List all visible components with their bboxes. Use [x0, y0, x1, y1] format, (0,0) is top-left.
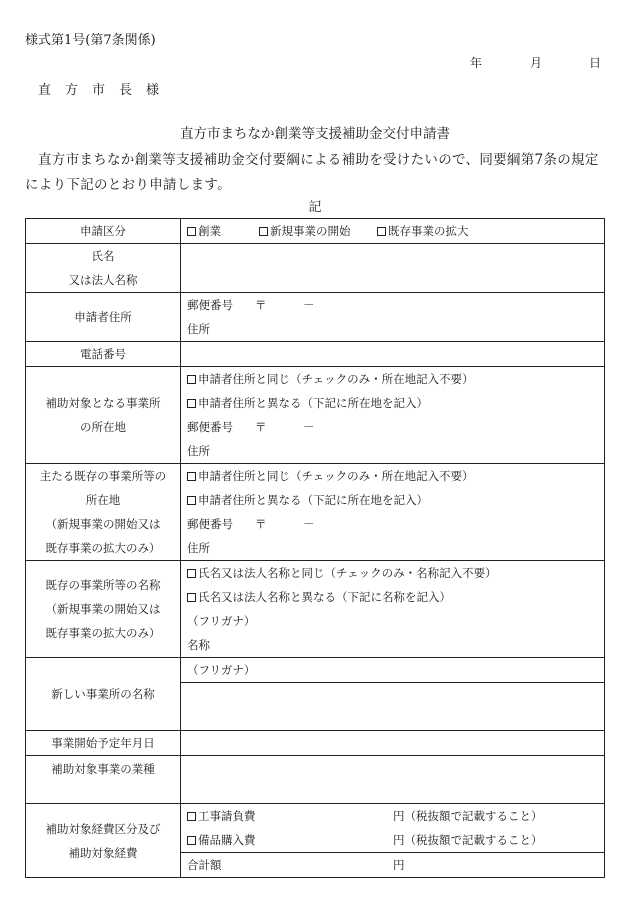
- address-field[interactable]: 郵便番号 〒 － 住所: [181, 293, 605, 342]
- row-expenses: [26, 804, 605, 853]
- checkbox-icon[interactable]: [187, 569, 196, 578]
- start-date-label: 事業開始予定年月日: [26, 731, 181, 756]
- body-text: 直方市まちなか創業等支援補助金交付要綱による補助を受けたいので、同要綱第7条の規定により下記のとおり申請します。: [25, 152, 599, 193]
- row-phone: [26, 342, 605, 367]
- new-name-field[interactable]: [181, 683, 605, 731]
- checkbox-icon[interactable]: [187, 593, 196, 602]
- option-new-business[interactable]: 新規事業の開始: [259, 219, 377, 243]
- row-application-type: [26, 219, 605, 244]
- option-different-name[interactable]: 氏名又は法人名称と異なる（下記に名称を記入）: [187, 585, 604, 609]
- expenses-items[interactable]: 工事請負費 円（税抜額で記載すること） 備品購入費 円（税抜額で記載すること）: [181, 804, 605, 853]
- option-same-name[interactable]: 氏名又は法人名称と同じ（チェックのみ・名称記入不要）: [187, 561, 604, 585]
- business-type-field[interactable]: [181, 756, 605, 804]
- phone-field[interactable]: [181, 342, 605, 367]
- application-type-label: 申請区分: [26, 219, 181, 244]
- row-new-name-furigana: [26, 658, 605, 683]
- existing-name-field[interactable]: 氏名又は法人名称と同じ（チェックのみ・名称記入不要） 氏名又は法人名称と異なる（下記に名称を記入） （フリガナ） 名称: [181, 561, 605, 658]
- target-location-label: 補助対象となる事業所 の所在地: [26, 367, 181, 464]
- row-name: [26, 244, 605, 293]
- existing-location-field[interactable]: 申請者住所と同じ（チェックのみ・所在地記入不要） 申請者住所と異なる（下記に所在地を記入） 郵便番号 〒 － 住所: [181, 464, 605, 561]
- form-number: 様式第1号(第7条関係): [25, 33, 156, 48]
- checkbox-icon[interactable]: [187, 399, 196, 408]
- ki-heading: 記: [308, 200, 322, 215]
- row-start-date: [26, 731, 605, 756]
- option-same-address[interactable]: 申請者住所と同じ（チェックのみ・所在地記入不要）: [187, 367, 604, 391]
- name-field[interactable]: [181, 244, 605, 293]
- checkbox-icon[interactable]: [187, 496, 196, 505]
- new-name-furigana-field[interactable]: （フリガナ）: [181, 658, 605, 683]
- phone-label: 電話番号: [26, 342, 181, 367]
- row-business-type: [26, 756, 605, 804]
- start-date-field[interactable]: [181, 731, 605, 756]
- row-existing-name: [26, 561, 605, 658]
- expense-equipment[interactable]: 備品購入費: [187, 828, 393, 852]
- checkbox-icon[interactable]: [187, 836, 196, 845]
- checkbox-icon[interactable]: [187, 227, 196, 236]
- application-table: [25, 218, 605, 878]
- checkbox-icon[interactable]: [187, 472, 196, 481]
- checkbox-icon[interactable]: [187, 812, 196, 821]
- date-day: 日: [589, 56, 602, 70]
- new-name-label: 新しい事業所の名称: [26, 658, 181, 731]
- checkbox-icon[interactable]: [259, 227, 268, 236]
- name-label: 氏名 又は法人名称: [26, 244, 181, 293]
- expense-construction[interactable]: 工事請負費: [187, 804, 393, 828]
- option-same-address[interactable]: 申請者住所と同じ（チェックのみ・所在地記入不要）: [187, 464, 604, 488]
- checkbox-icon[interactable]: [377, 227, 386, 236]
- addressee: 直方市長様: [38, 83, 174, 98]
- existing-name-label: 既存の事業所等の名称 （新規事業の開始又は 既存事業の拡大のみ）: [26, 561, 181, 658]
- option-startup[interactable]: 創業: [187, 219, 259, 243]
- business-type-label: 補助対象事業の業種: [26, 756, 181, 804]
- option-expansion[interactable]: 既存事業の拡大: [377, 219, 469, 243]
- checkbox-icon[interactable]: [187, 375, 196, 384]
- date-year: 年: [470, 56, 483, 70]
- row-existing-location: [26, 464, 605, 561]
- total-field[interactable]: 合計額 円: [181, 853, 605, 878]
- target-location-field[interactable]: 申請者住所と同じ（チェックのみ・所在地記入不要） 申請者住所と異なる（下記に所在地を記入） 郵便番号 〒 － 住所: [181, 367, 605, 464]
- option-different-address[interactable]: 申請者住所と異なる（下記に所在地を記入）: [187, 488, 604, 512]
- address-label: 申請者住所: [26, 293, 181, 342]
- option-different-address[interactable]: 申請者住所と異なる（下記に所在地を記入）: [187, 391, 604, 415]
- expenses-label: 補助対象経費区分及び 補助対象経費: [26, 804, 181, 878]
- row-target-location: [26, 367, 605, 464]
- document-title: 直方市まちなか創業等支援補助金交付申請書: [180, 126, 450, 142]
- date-month: 月: [530, 56, 543, 70]
- existing-location-label: 主たる既存の事業所等の 所在地 （新規事業の開始又は 既存事業の拡大のみ）: [26, 464, 181, 561]
- application-type-options: [181, 219, 605, 244]
- row-address: [26, 293, 605, 342]
